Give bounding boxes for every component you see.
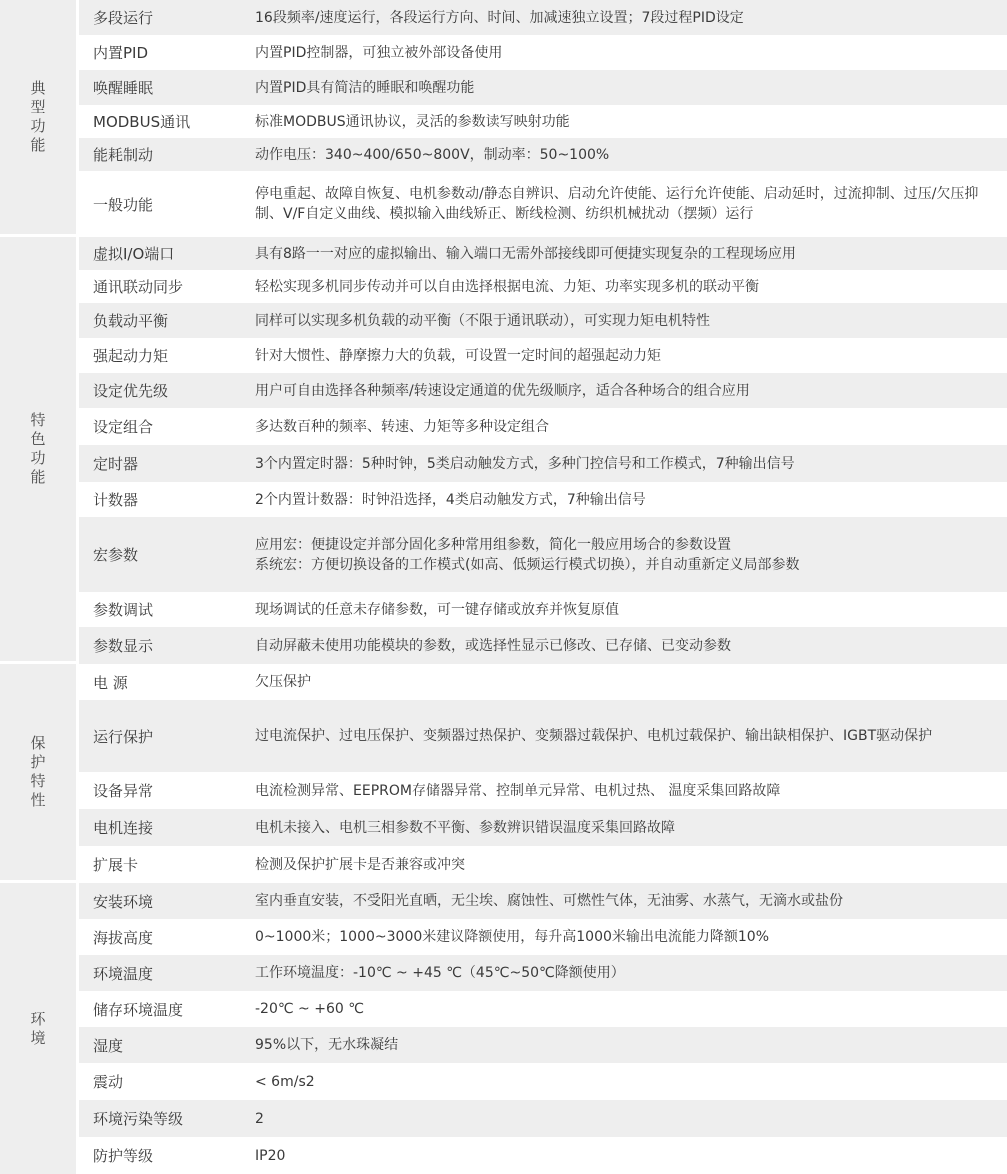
- category-cell: [0, 0, 76, 237]
- item-label: 设定组合: [79, 408, 240, 445]
- item-label: 计数器: [79, 482, 240, 517]
- item-description: 内置PID控制器，可独立被外部设备使用: [240, 35, 1007, 70]
- item-label: 定时器: [79, 445, 240, 482]
- item-description: 内置PID具有简洁的睡眠和唤醒功能: [240, 70, 1007, 105]
- item-label: 内置PID: [79, 35, 240, 70]
- item-label: 参数调试: [79, 592, 240, 627]
- item-description: IP20: [240, 1137, 1007, 1174]
- category-label: 保护特性: [30, 734, 46, 809]
- item-label: 环境温度: [79, 955, 240, 991]
- item-description: < 6m/s2: [240, 1063, 1007, 1100]
- item-label: 通讯联动同步: [79, 270, 240, 303]
- item-label: 一般功能: [79, 171, 240, 237]
- item-label: 多段运行: [79, 0, 240, 35]
- item-description: 0~1000米；1000~3000米建议降额使用，每升高1000米输出电流能力降额10%: [240, 919, 1007, 955]
- item-label: 宏参数: [79, 517, 240, 592]
- category-label: 环境: [30, 1009, 46, 1047]
- item-description: 用户可自由选择各种频率/转速设定通道的优先级顺序，适合各种场合的组合应用: [240, 373, 1007, 408]
- item-label: 扩展卡: [79, 846, 240, 883]
- item-label: 强起动力矩: [79, 338, 240, 373]
- item-label: 环境污染等级: [79, 1100, 240, 1137]
- item-description: 16段频率/速度运行，各段运行方向、时间、加减速独立设置；7段过程PID设定: [240, 0, 1007, 35]
- item-description: 欠压保护: [240, 664, 1007, 700]
- item-description: 多达数百种的频率、转速、力矩等多种设定组合: [240, 408, 1007, 445]
- item-description: 过电流保护、过电压保护、变频器过热保护、变频器过载保护、电机过载保护、输出缺相保护、IGBT驱动保护: [240, 700, 1007, 772]
- item-label: 虚拟I/O端口: [79, 237, 240, 270]
- item-label: 设备异常: [79, 772, 240, 809]
- item-description: 具有8路一一对应的虚拟输出、输入端口无需外部接线即可便捷实现复杂的工程现场应用: [240, 237, 1007, 270]
- item-description: 室内垂直安装，不受阳光直晒，无尘埃、腐蚀性、可燃性气体，无油雾、水蒸气，无滴水或盐份: [240, 883, 1007, 919]
- item-description: 轻松实现多机同步传动并可以自由选择根据电流、力矩、功率实现多机的联动平衡: [240, 270, 1007, 303]
- item-label: 储存环境温度: [79, 991, 240, 1027]
- item-description: 3个内置定时器：5种时钟，5类启动触发方式，多种门控信号和工作模式，7种输出信号: [240, 445, 1007, 482]
- category-label: 特色功能: [30, 411, 46, 486]
- item-description: 电流检测异常、EEPROM存储器异常、控制单元异常、电机过热、 温度采集回路故障: [240, 772, 1007, 809]
- item-description: 检测及保护扩展卡是否兼容或冲突: [240, 846, 1007, 883]
- item-description: 针对大惯性、静摩擦力大的负载，可设置一定时间的超强起动力矩: [240, 338, 1007, 373]
- item-label: 参数显示: [79, 627, 240, 664]
- item-label: 震动: [79, 1063, 240, 1100]
- item-label: 设定优先级: [79, 373, 240, 408]
- item-description: 电机未接入、电机三相参数不平衡、参数辨识错误温度采集回路故障: [240, 809, 1007, 846]
- category-cell: [0, 237, 76, 664]
- item-description: -20℃ ~ +60 ℃: [240, 991, 1007, 1027]
- item-label: 运行保护: [79, 700, 240, 772]
- item-description: 标准MODBUS通讯协议，灵活的参数读写映射功能: [240, 105, 1007, 138]
- item-label: 能耗制动: [79, 138, 240, 171]
- item-description: 2个内置计数器：时钟沿选择，4类启动触发方式，7种输出信号: [240, 482, 1007, 517]
- item-description: 工作环境温度：-10℃ ~ +45 ℃（45℃~50℃降额使用）: [240, 955, 1007, 991]
- category-cell: [0, 883, 76, 1174]
- item-description: 自动屏蔽未使用功能模块的参数，或选择性显示已修改、已存储、已变动参数: [240, 627, 1007, 664]
- item-label: 唤醒睡眠: [79, 70, 240, 105]
- item-description: 动作电压：340~400/650~800V，制动率：50~100%: [240, 138, 1007, 171]
- category-label: 典型功能: [30, 79, 46, 154]
- item-description: 95%以下，无水珠凝结: [240, 1027, 1007, 1063]
- item-label: 防护等级: [79, 1137, 240, 1174]
- item-description: 停电重起、故障自恢复、电机参数动/静态自辨识、启动允许使能、运行允许使能、启动延时，过流抑制、过压/欠压抑制、V/F自定义曲线、模拟输入曲线矫正、断线检测、纺织机械扰动（摆频）运行: [240, 171, 1007, 237]
- category-cell: [0, 664, 76, 883]
- item-description: 2: [240, 1100, 1007, 1137]
- item-description: 应用宏：便捷设定并部分固化多种常用组参数，简化一般应用场合的参数设置 系统宏：方便切换设备的工作模式(如高、低频运行模式切换），并自动重新定义局部参数: [240, 517, 1007, 592]
- item-label: 电机连接: [79, 809, 240, 846]
- item-description: 现场调试的任意未存储参数，可一键存储或放弃并恢复原值: [240, 592, 1007, 627]
- item-label: 湿度: [79, 1027, 240, 1063]
- item-description: 同样可以实现多机负载的动平衡（不限于通讯联动），可实现力矩电机特性: [240, 303, 1007, 338]
- item-label: 电 源: [79, 664, 240, 700]
- item-label: 安装环境: [79, 883, 240, 919]
- item-label: 负载动平衡: [79, 303, 240, 338]
- item-label: MODBUS通讯: [79, 105, 240, 138]
- item-label: 海拔高度: [79, 919, 240, 955]
